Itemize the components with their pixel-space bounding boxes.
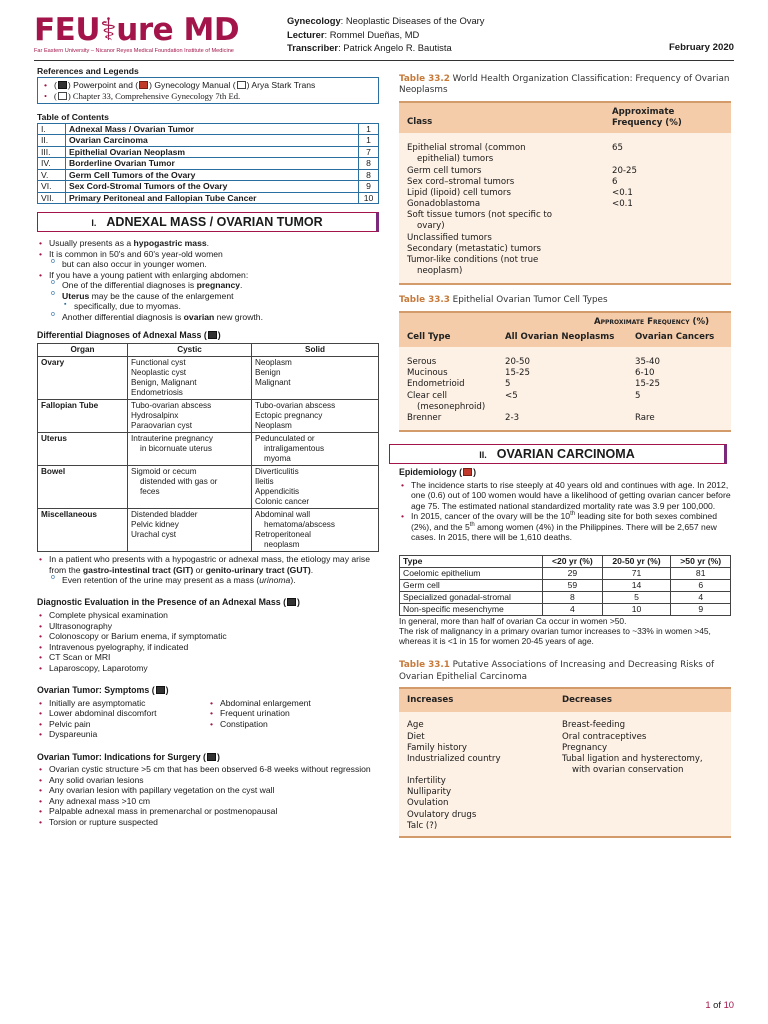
column-header: Cystic [128,344,252,357]
header-divider [34,60,734,61]
cell-line: Neoplastic cyst [131,368,187,378]
transcriber-label: Transcriber [287,42,339,54]
cell-line: Germ cell tumors [407,165,482,176]
cell-line: Serous [407,357,437,368]
value-cell: 81 [671,567,731,579]
frequency-cell: <0.1 [612,199,633,210]
decrease-item: Tubal ligation and hysterectomy, [562,753,703,764]
toc-number: VI. [38,181,66,193]
cell-line: Benign, Malignant [131,378,197,388]
ovarian-cancers-cell: 15-25 [635,379,660,390]
table-row [407,210,723,232]
cell-line: Tumor-like conditions (not true [407,254,539,265]
value-cell: 4 [671,591,731,603]
column-header: >50 yr (%) [671,555,731,567]
value-cell: 5 [602,591,671,603]
solid-cell [252,509,379,552]
list-item: • Any adnexal mass >10 cm [37,796,379,806]
increase-item: Industrialized country [407,753,501,764]
toc-title: Table of Contents [37,112,109,123]
table-row [407,391,723,413]
all-neoplasms-cell: 5 [505,379,511,390]
table-row [407,413,723,424]
table-header: Increases Decreases [399,689,731,712]
cystic-cell [128,433,252,466]
toc-row [38,123,379,135]
section-heading-ovarian-carcinoma: II. OVARIAN CARCINOMA [389,444,727,464]
table-row [407,379,723,390]
frequency-cell: 6 [612,176,618,187]
table-of-contents [37,123,379,205]
toc-page: 1 [359,135,379,147]
cell-line: Endometriosis [131,388,183,398]
value-cell: 4 [543,603,603,615]
cell-line: feces [140,487,160,497]
reference-line-2: • ( ) Chapter 33, Comprehensive Gynecology 7th Ed. [42,91,374,101]
cystic-cell [128,357,252,400]
toc-page: 9 [359,181,379,193]
powerpoint-icon [156,686,165,694]
cell-line: neoplasm) [417,266,463,277]
toc-row [38,169,379,181]
table-row [407,244,723,255]
table-row [407,188,723,199]
class-cell [407,188,612,199]
increase-item: Diet [407,731,425,742]
right-column [399,66,731,838]
organ-cell: Miscellaneous [38,509,128,552]
cell-line: Abdominal wall [255,510,311,520]
all-neoplasms-cell: <5 [505,390,518,401]
cell-line: Intrauterine pregnancy [131,434,213,444]
class-cell [407,177,612,188]
column-header: Type [400,555,543,567]
list-item: • Any solid ovarian lesions [37,775,379,785]
cell-line: (mesonephroid) [417,401,486,412]
cell-type [407,379,505,390]
references-title: References and Legends [37,66,139,76]
table-33-1 [399,687,731,838]
cell-line: Neoplasm [255,421,292,431]
list-item: • CT Scan or MRI [37,652,379,662]
table-row [407,199,723,210]
lecturer: : Rommel Dueñas, MD [324,28,420,40]
ovarian-cancers-cell: 6-10 [635,368,655,379]
cell-line: Tubo-ovarian abscess [255,401,336,411]
type-cell: Specialized gonadal-stromal [400,591,543,603]
increase-item [407,765,562,776]
solid-cell [252,433,379,466]
cell-line: myoma [264,454,291,464]
toc-title-cell: Adnexal Mass / Ovarian Tumor [66,123,359,135]
cell-line: Diverticulitis [255,467,299,477]
toc-title-cell: Epithelial Ovarian Neoplasm [66,146,359,158]
cell-type [407,391,505,413]
class-cell [407,210,612,232]
cell-line: Lipid (lipoid) cell tumors [407,187,511,198]
toc-title-cell: Germ Cell Tumors of the Ovary [66,169,359,181]
topic: : Neoplastic Diseases of the Ovary [340,15,485,26]
type-cell: Non-specific mesenchyme [400,603,543,615]
table-header: Approximate Frequency (%) Cell Type All Ovarian Neoplasms Ovarian Cancers [399,313,731,347]
cell-line: Soft tissue tumors (not specific to [407,210,553,221]
cell-line: Unclassified tumors [407,232,492,243]
logo-subtitle: Far Eastern University – Nicanor Reyes Medical Foundation Institute of Medicine [34,48,234,54]
list-item: • Ultrasonography [37,621,379,631]
manual-icon [463,468,472,476]
list-item: • Pelvic pain [37,719,208,729]
toc-title-cell: Borderline Ovarian Tumor [66,158,359,170]
feu-ture-md-logo: FEU⚕ure MD [34,12,240,48]
toc-number: III. [38,146,66,158]
list-item: • The incidence starts to rise steeply at 40 years old and continues with age. In 2012, one (0.6) out of 100 women would have a likelihood of getting ovarian cancer before age 75. The estimated national standardized mortality rate was 3.9 per 100,000. [399,480,731,511]
value-cell: 10 [602,603,671,615]
manual-icon [139,81,148,89]
toc-page: 8 [359,169,379,181]
surgery-indications-title: Ovarian Tumor: Indications for Surgery ( ) [37,751,220,762]
cell-line: Tubo-ovarian abscess [131,401,212,411]
value-cell: 59 [543,579,603,591]
frequency-cell: <0.1 [612,187,633,198]
cell-type [407,357,505,368]
powerpoint-icon [287,598,296,606]
list-item: • Abdominal enlargement [208,698,379,708]
table-row [400,579,731,591]
all-neoplasms-cell: 15-25 [505,368,530,379]
value-cell: 9 [671,603,731,615]
toc-row [38,181,379,193]
surgery-indications-list [37,764,379,827]
class-cell [407,255,612,277]
table-row [407,143,723,165]
ovarian-cancers-cell: Rare [635,412,655,423]
cystic-cell [128,466,252,509]
epidemiology-title: Epidemiology ( ) [399,467,476,478]
increase-item: Infertility [407,776,446,787]
value-cell: 71 [602,567,671,579]
differential-diagnoses-title: Differential Diagnoses of Adnexal Mass ( ) [37,330,221,341]
increase-item: Talc (?) [407,820,438,831]
references-box [37,77,379,104]
list-item: o Even retention of the urine may present as a mass (urinoma). [37,575,379,585]
cell-line: Ectopic pregnancy [255,411,323,421]
cell-line: distended with gas or [140,477,218,487]
cell-line: Benign [255,368,281,378]
cell-line: Ileitis [255,477,274,487]
left-column [37,66,379,827]
decrease-item: Pregnancy [562,742,608,753]
powerpoint-icon [207,753,216,761]
powerpoint-icon [208,331,217,339]
class-cell [407,199,612,210]
column-header: Organ [38,344,128,357]
class-cell [407,143,612,165]
increase-item: Nulliparity [407,787,452,798]
list-item: • Constipation [208,719,379,729]
table-row [407,357,723,368]
list-item: • Ovarian cystic structure >5 cm that has been observed 6-8 weeks without regression [37,764,379,774]
list-item: • It is common in 50's and 60's year-old women [37,249,379,259]
lecture-info [287,14,484,55]
value-cell: 29 [543,567,603,579]
list-item: o but can also occur in younger women. [37,259,379,269]
ovarian-cancers-cell: 35-40 [635,357,660,368]
list-item: • Intravenous pyelography, if indicated [37,642,379,652]
toc-page: 10 [359,192,379,204]
table-row [407,255,723,277]
decrease-item: Oral contraceptives [562,731,647,742]
organ-cell: Fallopian Tube [38,400,128,433]
toc-number: V. [38,169,66,181]
table-row [38,400,379,433]
topic-label: Gynecology [287,15,341,26]
toc-page: 1 [359,123,379,135]
toc-title-cell: Ovarian Carcinoma [66,135,359,147]
list-item: • Palpable adnexal mass in premenarchal or postmenopausal [37,806,379,816]
reference-line-1: • ( ) Powerpoint and ( ) Gynecology Manual ( ) Arya Stark Trans [42,80,374,90]
table-33-2 [399,101,731,285]
toc-number: IV. [38,158,66,170]
toc-number: II. [38,135,66,147]
column-header: 20-50 yr (%) [602,555,671,567]
table-row [407,233,723,244]
cell-line: Brenner [407,412,442,423]
list-item: • Colonoscopy or Barium enema, if symptomatic [37,631,379,641]
cell-line: Paraovarian cyst [131,421,192,431]
lecturer-label: Lecturer [287,28,325,40]
increase-item: Age [407,720,424,731]
organ-cell: Uterus [38,433,128,466]
cell-line: Secondary (metastatic) tumors [407,243,542,254]
toc-title-cell: Primary Peritoneal and Fallopian Tube Cancer [66,192,359,204]
all-neoplasms-cell: 2-3 [505,412,520,423]
class-cell [407,233,612,244]
organ-cell: Ovary [38,357,128,400]
cell-line: Endometrioid [407,379,465,390]
toc-row [38,135,379,147]
cell-line: ovary) [417,221,445,232]
table-33-1-caption: Table 33.1 Putative Associations of Increasing and Decreasing Risks of Ovarian Epithelial Carcinoma [399,660,715,682]
list-item: • Any ovarian lesion with papillary vegetation on the cyst wall [37,785,379,795]
increase-item: Ovulatory drugs [407,809,477,820]
type-cell: Germ cell [400,579,543,591]
table-row [400,591,731,603]
table-row [38,466,379,509]
ovarian-cancers-cell: 5 [635,390,641,401]
cell-line: Hydrosalpinx [131,411,179,421]
cell-line: Distended bladder [131,510,198,520]
solid-cell [252,357,379,400]
cell-type [407,368,505,379]
column-header: Solid [252,344,379,357]
organ-cell: Bowel [38,466,128,509]
class-cell [407,244,612,255]
list-item: • Frequent urination [208,708,379,718]
increase-item: Family history [407,742,467,753]
age-note-1: In general, more than half of ovarian Ca occur in women >50. [399,615,627,626]
type-cell: Coelomic epithelium [400,567,543,579]
table-33-2-caption: Table 33.2 World Health Organization Classification: Frequency of Ovarian Neoplasms [399,74,730,96]
solid-cell [252,466,379,509]
cell-line: Appendicitis [255,487,300,497]
cell-line: in bicornuate uterus [140,444,212,454]
cell-line: Neoplasm [255,358,292,368]
value-cell: 8 [543,591,603,603]
cell-line: Pelvic kidney [131,520,179,530]
list-item: • Lower abdominal discomfort [37,708,208,718]
section-heading-adnexal-mass: I. ADNEXAL MASS / OVARIAN TUMOR [37,212,379,232]
cystic-cell [128,509,252,552]
value-cell: 14 [602,579,671,591]
table-row [38,433,379,466]
differential-diagnoses-table [37,343,379,552]
age-note-2: The risk of malignancy in a primary ovarian tumor increases to ~33% in women >45, whereas it is <1 in 15 for women 20-45 years of age. [399,625,711,647]
table-row [38,357,379,400]
cell-type [407,413,505,424]
decrease-item: Breast-feeding [562,720,626,731]
date: February 2020 [668,42,734,53]
list-item: o Uterus may be the cause of the enlargement [37,291,379,301]
table-row [400,567,731,579]
list-item: • Torsion or rupture suspected [37,817,379,827]
list-item: • Dyspareunia [37,729,208,739]
powerpoint-icon [58,81,67,89]
toc-number: VII. [38,192,66,204]
list-item: o Another differential diagnosis is ovarian new growth. [37,312,379,322]
cell-line: epithelial) tumors [417,154,494,165]
diagnostic-evaluation-list [37,610,379,673]
decrease-item: with ovarian conservation [572,765,684,776]
solid-cell [252,400,379,433]
table-row [407,368,723,379]
cystic-cell [128,400,252,433]
cell-line: Gonadoblastoma [407,199,481,210]
cell-line: intraligamentous [264,444,325,454]
cell-line: Pedunculated or [255,434,315,444]
table-header: Class Approximate Frequency (%) [399,103,731,133]
table-row [407,166,723,177]
cell-line: Retroperitoneal [255,530,311,540]
symptoms-list [37,698,379,740]
symptoms-title: Ovarian Tumor: Symptoms ( ) [37,685,169,696]
toc-title-cell: Sex Cord-Stromal Tumors of the Ovary [66,181,359,193]
trans-icon [237,81,246,89]
list-item: • In 2015, cancer of the ovary will be the 10th leading site for both sexes combined (2%), and the 5th among women (4%) in the Philippines. There will be 2,657 new cases. In 2015, there will be 1,610 deaths. [399,511,731,542]
cell-line: Sex cord–stromal tumors [407,176,515,187]
page-number: 1 of 10 [705,998,734,1010]
list-item: • Complete physical examination [37,610,379,620]
cell-line: Epithelial stromal (common [407,143,526,154]
list-item: • If you have a young patient with enlarging abdomen: [37,270,379,280]
toc-row [38,158,379,170]
cell-line: Colonic cancer [255,497,310,507]
cell-line: hematoma/abscess [264,520,335,530]
cell-line: Malignant [255,378,291,388]
toc-row [38,192,379,204]
column-header: <20 yr (%) [543,555,603,567]
list-item: ▪ specifically, due to myomas. [37,301,379,311]
diagnostic-evaluation-title: Diagnostic Evaluation in the Presence of an Adnexal Mass ( ) [37,597,300,608]
list-item: • Laparoscopy, Laparotomy [37,663,379,673]
list-item: • Usually presents as a hypogastric mass. [37,238,379,248]
table-row [407,177,723,188]
cell-line: Clear cell [407,390,447,401]
cell-line: Urachal cyst [131,530,177,540]
table-33-3-caption: Table 33.3 Epithelial Ovarian Tumor Cell Types [399,295,608,306]
cell-line: neoplasm [264,540,300,550]
list-item: o One of the differential diagnoses is pregnancy. [37,280,379,290]
frequency-cell: 65 [612,143,623,154]
cell-line: Functional cyst [131,358,186,368]
all-neoplasms-cell: 20-50 [505,357,530,368]
page-header [34,10,734,60]
value-cell: 6 [671,579,731,591]
frequency-cell: 20-25 [612,165,637,176]
table-row [38,509,379,552]
list-item: • In a patient who presents with a hypogastric or adnexal mass, the etiology may arise from the gastro-intestinal tract (GIT) or genito-urinary tract (GUT). [37,554,379,575]
toc-page: 7 [359,146,379,158]
ovarian-tumor-type-by-age-table [399,555,731,616]
toc-page: 8 [359,158,379,170]
table-33-3 [399,311,731,432]
toc-number: I. [38,123,66,135]
cell-line: Sigmoid or cecum [131,467,197,477]
transcriber: : Patrick Angelo R. Bautista [338,42,452,54]
list-item: • Initially are asymptomatic [37,698,208,708]
toc-row [38,146,379,158]
class-cell [407,166,612,177]
table-row [400,603,731,615]
cell-line: Mucinous [407,368,448,379]
increase-item: Ovulation [407,798,449,809]
book-icon [58,92,67,100]
